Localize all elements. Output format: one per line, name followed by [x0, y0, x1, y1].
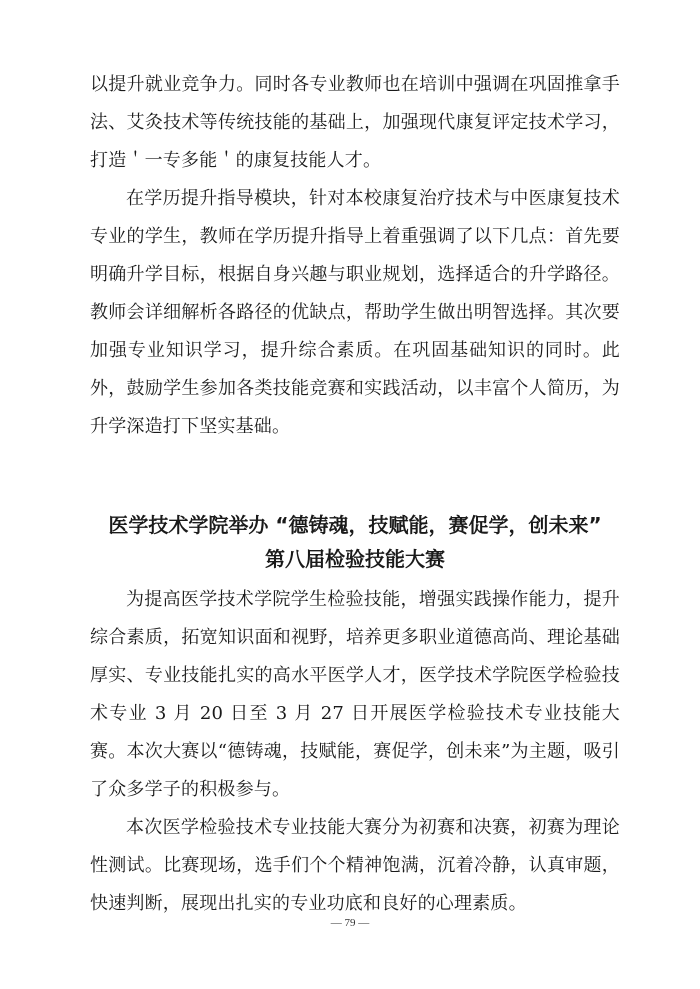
article-title-line-2: 第八届检验技能大赛	[265, 547, 445, 571]
paragraph-degree-guidance: 在学历提升指导模块，针对本校康复治疗技术与中医康复技术专业的学生，教师在学历提升指导上着重强调了以下几点：首先要明确升学目标，根据自身兴趣与职业规划，选择适合的升学路径。教师会详细解析各路径的优缺点，帮助学生做出明智选择。其次要加强专业知识学习，提升综合素质。在巩固基础知识的同时。此外，鼓励学生参加各类技能竞赛和实践活动，以丰富个人简历，为升学深造打下坚实基础。	[90, 188, 620, 437]
page-number: — 79 —	[330, 917, 370, 929]
paragraph-competition-format: 本次医学检验技术专业技能大赛分为初赛和决赛，初赛为理论性测试。比赛现场，选手们个个精神饱满，沉着冷静，认真审题，快速判断，展现出扎实的专业功底和良好的心理素质。	[90, 817, 620, 914]
paragraph-competition-intro: 为提高医学技术学院学生检验技能，增强实践操作能力，提升综合素质，拓宽知识面和视野，培养更多职业道德高尚、理论基础厚实、专业技能扎实的高水平医学人才，医学技术学院医学检验技术专业 3 月 20 日至 3 月 27 日开展医学检验技术专业技能大赛。本次大赛以“德铸魂，技赋能，赛促学，创未来”为主题，吸引了众多学子的积极参与。	[90, 589, 620, 800]
article-title-line-1: 医学技术学院举办 “德铸魂，技赋能，赛促学，创未来”	[108, 513, 602, 537]
top-section	[90, 66, 620, 446]
article-title	[80, 508, 630, 576]
article-body	[90, 581, 620, 923]
paragraph-continuation: 以提升就业竞争力。同时各专业教师也在培训中强调在巩固推拿手法、艾灸技术等传统技能的基础上，加强现代康复评定技术学习，打造＇一专多能＇的康复技能人才。	[90, 74, 620, 171]
